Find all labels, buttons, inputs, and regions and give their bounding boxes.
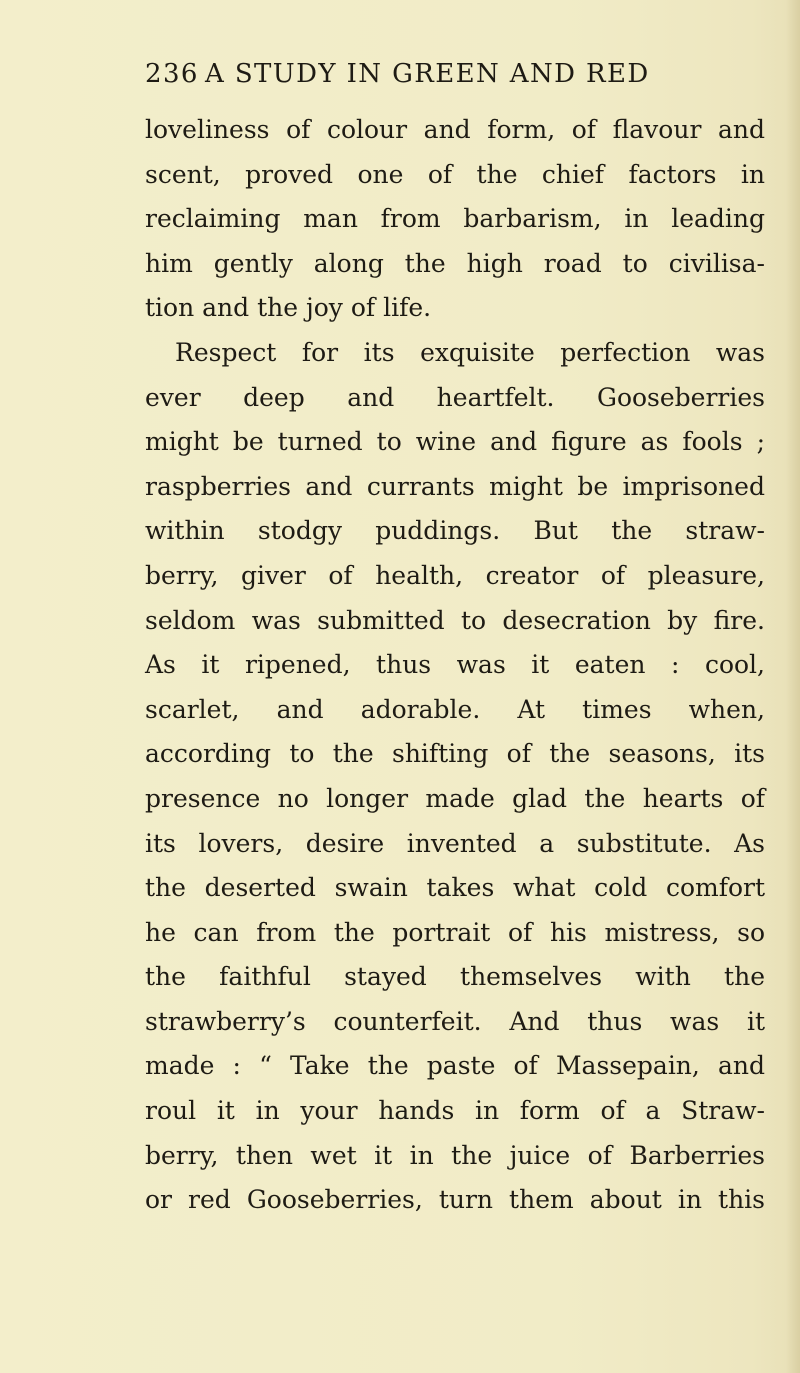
body-text — [145, 108, 765, 1223]
text-line: its lovers, desire invented a substitute. As — [145, 828, 765, 858]
page-number: 236 — [145, 59, 199, 89]
text-line: strawberry’s counterfeit. And thus was it — [145, 1006, 765, 1036]
text-line: berry, giver of health, creator of pleasure, — [145, 560, 765, 590]
text-line: loveliness of colour and form, of flavour and — [145, 115, 765, 144]
text-line: or red Gooseberries, turn them about in this — [145, 1185, 765, 1215]
text-line: him gently along the high road to civilisa- — [145, 248, 765, 278]
text-line: scent, proved one of the chief factors in — [145, 159, 765, 189]
page-edge-shadow — [786, 0, 800, 1373]
text-line: according to the shifting of the seasons, its — [145, 739, 765, 769]
text-line: seldom was submitted to desecration by fire. — [145, 605, 765, 635]
paragraph-start-line: Respect for its exquisite perfection was — [175, 337, 765, 367]
text-line: ever deep and heartfelt. Gooseberries — [145, 382, 765, 412]
text-line: reclaiming man from barbarism, in leading — [145, 204, 765, 234]
text-line: he can from the portrait of his mistress, so — [145, 917, 765, 947]
text-line: might be turned to wine and figure as fools ; — [145, 427, 765, 457]
text-line: the deserted swain takes what cold comfort — [145, 873, 765, 903]
paragraph-end-line: tion and the joy of life. — [145, 293, 432, 323]
running-title: A STUDY IN GREEN AND RED — [205, 59, 650, 89]
text-line: berry, then wet it in the juice of Barberries — [145, 1140, 765, 1170]
text-line: within stodgy puddings. But the straw- — [145, 516, 765, 546]
text-line: As it ripened, thus was it eaten : cool, — [145, 650, 765, 680]
running-head — [145, 58, 745, 90]
text-line: roul it in your hands in form of a Straw- — [145, 1096, 765, 1126]
text-line: scarlet, and adorable. At times when, — [145, 694, 765, 724]
text-line: the faithful stayed themselves with the — [145, 962, 765, 992]
text-line: raspberries and currants might be imprisoned — [145, 471, 765, 501]
text-line: made : “ Take the paste of Massepain, and — [145, 1051, 765, 1081]
text-line: presence no longer made glad the hearts of — [145, 783, 765, 813]
